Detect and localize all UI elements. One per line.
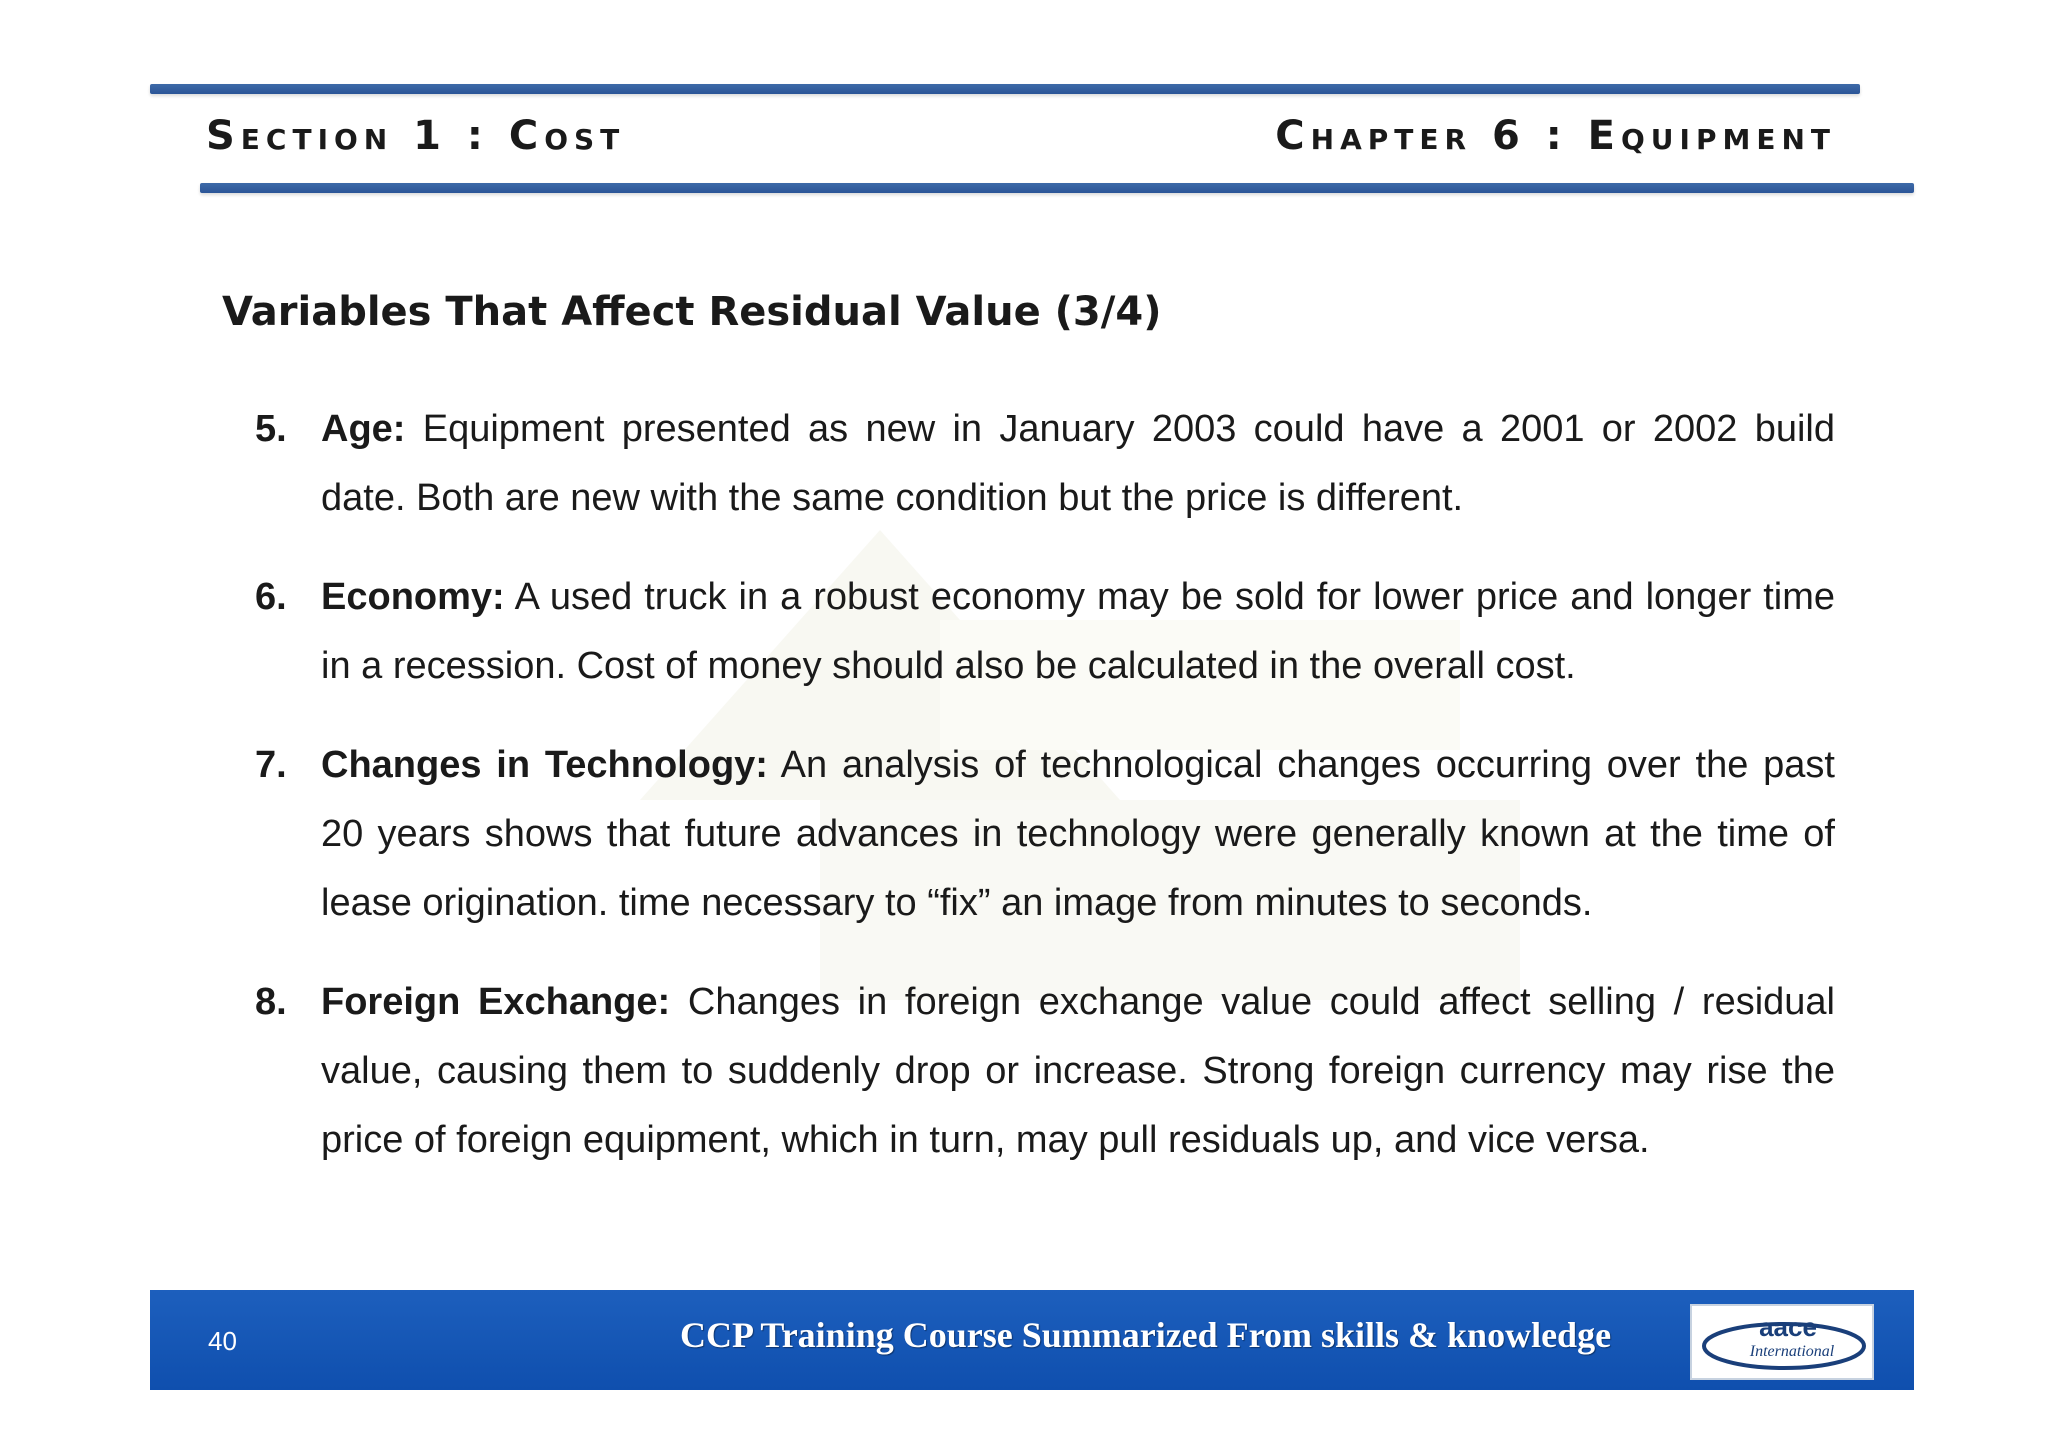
footer-bar	[150, 1290, 1914, 1390]
item-text: A used truck in a robust economy may be sold for lower price and longer time in a recession. Cost of money should also be calculated in the overall cost.	[321, 576, 1835, 687]
item-number: 5.	[255, 408, 287, 450]
chapter-heading: Chapter 6 : Equipment	[1275, 113, 1836, 159]
item-text: An analysis of technological changes occurring over the past 20 years shows that future advances in technology were generally known at the time of lease origination. time necessary to “fix” an image from minutes to seconds.	[321, 744, 1835, 924]
item-label: Economy:	[321, 576, 505, 618]
list-item	[255, 563, 1835, 701]
logo-subtext: International	[1749, 1343, 1835, 1360]
aace-logo-icon	[1690, 1304, 1874, 1380]
item-label: Foreign Exchange:	[321, 981, 671, 1023]
item-text: Equipment presented as new in January 2003 could have a 2001 or 2002 build date. Both are new with the same condition but the price is different.	[321, 408, 1835, 519]
item-number: 7.	[255, 744, 287, 786]
item-text: Changes in foreign exchange value could affect selling / residual value, causing them to suddenly drop or increase. Strong foreign currency may rise the price of foreign equipment, which in turn, may pull residuals up, and vice versa.	[321, 981, 1835, 1161]
list-item	[255, 731, 1835, 938]
item-number: 6.	[255, 576, 287, 618]
residual-value-list	[255, 395, 1835, 1205]
logo-text: aace	[1759, 1312, 1817, 1342]
footer-text: CCP Training Course Summarized From skills & knowledge	[680, 1315, 1612, 1355]
list-item	[255, 968, 1835, 1175]
list-item	[255, 395, 1835, 533]
section-heading: Section 1 : Cost	[206, 113, 626, 159]
slide-title: Variables That Affect Residual Value (3/4)	[222, 289, 1162, 335]
header-rule-bottom	[200, 183, 1914, 193]
item-number: 8.	[255, 981, 287, 1023]
header-rule-top	[150, 84, 1860, 94]
page-number: 40	[208, 1326, 237, 1356]
item-label: Changes in Technology:	[321, 744, 768, 786]
item-label: Age:	[321, 408, 406, 450]
